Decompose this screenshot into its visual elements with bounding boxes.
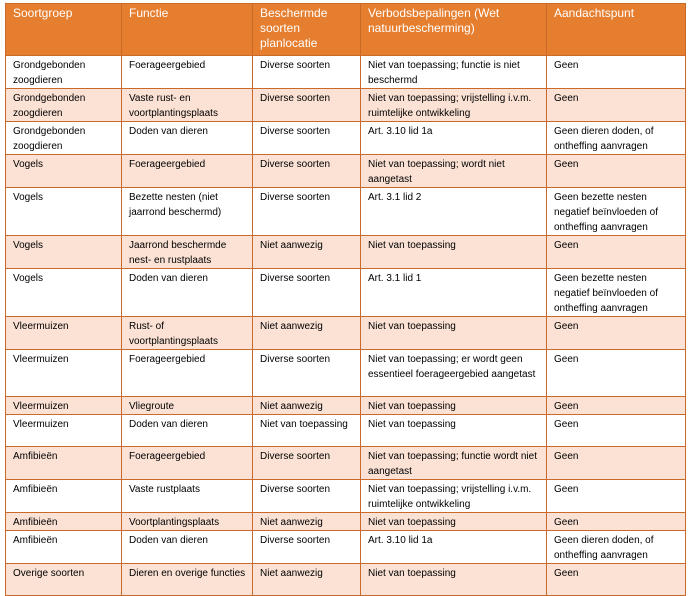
cell-functie: Foerageergebied [122,447,253,480]
cell-aandachtspunt: Geen [547,236,686,269]
cell-soortgroep: Vleermuizen [6,397,122,415]
table-row [6,480,686,513]
cell-beschermde-soorten: Diverse soorten [253,269,361,317]
cell-soortgroep: Vogels [6,155,122,188]
cell-verbodsbepalingen: Niet van toepassing; er wordt geen essentieel foerageergebied aangetast [361,350,547,397]
cell-verbodsbepalingen: Niet van toepassing [361,397,547,415]
cell-verbodsbepalingen: Niet van toepassing [361,415,547,447]
cell-functie: Vaste rust- en voortplantingsplaats [122,89,253,122]
header-beschermde-soorten: Beschermde soorten planlocatie [253,4,361,56]
cell-soortgroep: Amfibieën [6,447,122,480]
cell-beschermde-soorten: Diverse soorten [253,122,361,155]
cell-functie: Doden van dieren [122,531,253,564]
cell-aandachtspunt: Geen [547,317,686,350]
cell-beschermde-soorten: Niet aanwezig [253,513,361,531]
cell-aandachtspunt: Geen bezette nesten negatief beïnvloeden of ontheffing aanvragen [547,269,686,317]
table-row [6,564,686,596]
cell-beschermde-soorten: Diverse soorten [253,188,361,236]
cell-soortgroep: Overige soorten [6,564,122,596]
cell-aandachtspunt: Geen [547,155,686,188]
header-functie: Functie [122,4,253,56]
table-row [6,155,686,188]
table-row [6,397,686,415]
cell-verbodsbepalingen: Niet van toepassing [361,513,547,531]
cell-functie: Foerageergebied [122,350,253,397]
cell-verbodsbepalingen: Niet van toepassing [361,317,547,350]
cell-verbodsbepalingen: Art. 3.10 lid 1a [361,122,547,155]
cell-beschermde-soorten: Diverse soorten [253,350,361,397]
table-row [6,269,686,317]
cell-aandachtspunt: Geen dieren doden, of ontheffing aanvragen [547,122,686,155]
cell-beschermde-soorten: Niet aanwezig [253,236,361,269]
cell-beschermde-soorten: Diverse soorten [253,447,361,480]
cell-functie: Dieren en overige functies [122,564,253,596]
table-row [6,350,686,397]
cell-verbodsbepalingen: Niet van toepassing; vrijstelling i.v.m. ruimtelijke ontwikkeling [361,89,547,122]
cell-functie: Vliegroute [122,397,253,415]
header-soortgroep: Soortgroep [6,4,122,56]
cell-aandachtspunt: Geen [547,56,686,89]
table-row [6,513,686,531]
cell-beschermde-soorten: Diverse soorten [253,531,361,564]
cell-verbodsbepalingen: Niet van toepassing [361,236,547,269]
header-verbodsbepalingen: Verbodsbepalingen (Wet natuurbescherming) [361,4,547,56]
cell-soortgroep: Grondgebonden zoogdieren [6,122,122,155]
cell-verbodsbepalingen: Niet van toepassing; vrijstelling i.v.m. ruimtelijke ontwikkeling [361,480,547,513]
cell-beschermde-soorten: Diverse soorten [253,56,361,89]
cell-functie: Bezette nesten (niet jaarrond beschermd) [122,188,253,236]
protected-species-table [5,3,686,596]
cell-functie: Rust- of voortplantingsplaats [122,317,253,350]
cell-functie: Doden van dieren [122,269,253,317]
table-row [6,531,686,564]
cell-beschermde-soorten: Niet aanwezig [253,317,361,350]
cell-beschermde-soorten: Niet aanwezig [253,397,361,415]
cell-aandachtspunt: Geen bezette nesten negatief beïnvloeden of ontheffing aanvragen [547,188,686,236]
cell-soortgroep: Amfibieën [6,531,122,564]
cell-soortgroep: Vleermuizen [6,350,122,397]
cell-aandachtspunt: Geen [547,415,686,447]
header-aandachtspunt: Aandachtspunt [547,4,686,56]
table-row [6,415,686,447]
cell-aandachtspunt: Geen [547,89,686,122]
cell-soortgroep: Vogels [6,188,122,236]
cell-aandachtspunt: Geen dieren doden, of ontheffing aanvragen [547,531,686,564]
cell-functie: Vaste rustplaats [122,480,253,513]
cell-soortgroep: Vleermuizen [6,317,122,350]
cell-beschermde-soorten: Niet van toepassing [253,415,361,447]
cell-verbodsbepalingen: Niet van toepassing [361,564,547,596]
cell-functie: Doden van dieren [122,122,253,155]
table-row [6,56,686,89]
table-row [6,122,686,155]
table-row [6,236,686,269]
cell-soortgroep: Amfibieën [6,480,122,513]
cell-beschermde-soorten: Niet aanwezig [253,564,361,596]
cell-verbodsbepalingen: Art. 3.1 lid 1 [361,269,547,317]
table-row [6,447,686,480]
cell-verbodsbepalingen: Art. 3.1 lid 2 [361,188,547,236]
cell-verbodsbepalingen: Niet van toepassing; wordt niet aangetast [361,155,547,188]
table-row [6,89,686,122]
cell-verbodsbepalingen: Art. 3.10 lid 1a [361,531,547,564]
cell-functie: Foerageergebied [122,56,253,89]
table-header-row [6,4,686,56]
cell-aandachtspunt: Geen [547,397,686,415]
cell-verbodsbepalingen: Niet van toepassing; functie wordt niet aangetast [361,447,547,480]
cell-aandachtspunt: Geen [547,447,686,480]
cell-functie: Foerageergebied [122,155,253,188]
cell-soortgroep: Grondgebonden zoogdieren [6,56,122,89]
cell-soortgroep: Vogels [6,236,122,269]
cell-aandachtspunt: Geen [547,480,686,513]
table-row [6,317,686,350]
cell-verbodsbepalingen: Niet van toepassing; functie is niet beschermd [361,56,547,89]
table-row [6,188,686,236]
cell-aandachtspunt: Geen [547,564,686,596]
cell-beschermde-soorten: Diverse soorten [253,480,361,513]
cell-functie: Doden van dieren [122,415,253,447]
cell-soortgroep: Vleermuizen [6,415,122,447]
cell-functie: Voortplantingsplaats [122,513,253,531]
cell-functie: Jaarrond beschermde nest- en rustplaats [122,236,253,269]
cell-soortgroep: Amfibieën [6,513,122,531]
cell-soortgroep: Grondgebonden zoogdieren [6,89,122,122]
cell-beschermde-soorten: Diverse soorten [253,155,361,188]
cell-aandachtspunt: Geen [547,513,686,531]
cell-beschermde-soorten: Diverse soorten [253,89,361,122]
cell-aandachtspunt: Geen [547,350,686,397]
cell-soortgroep: Vogels [6,269,122,317]
